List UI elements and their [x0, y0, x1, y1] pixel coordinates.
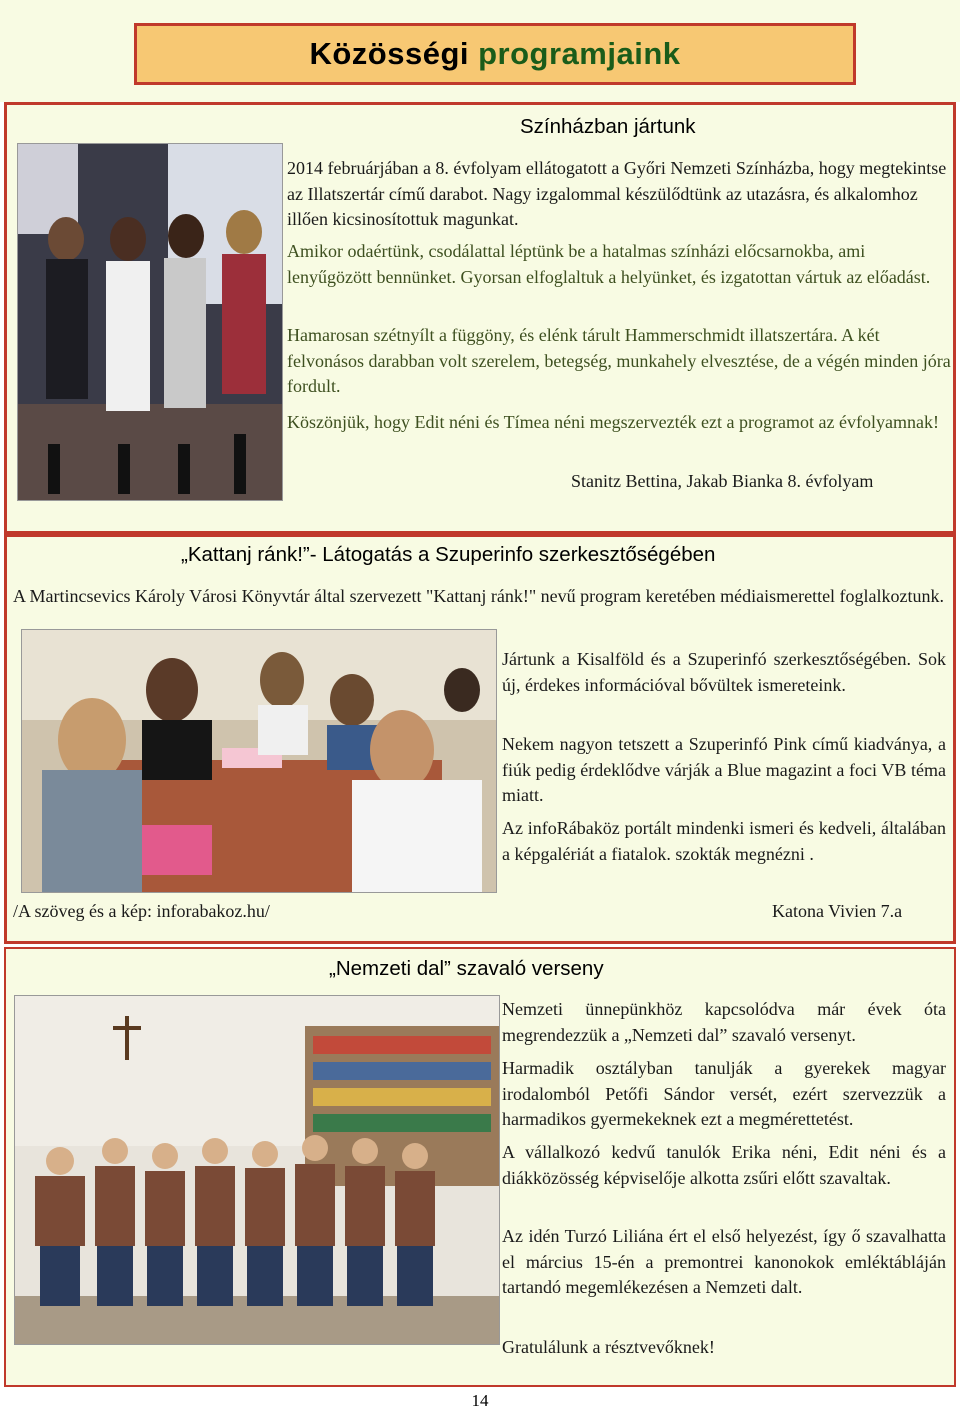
media-visit-intro-text: A Martincsevics Károly Városi Könyvtár által szervezett "Kattanj ránk!" nevű program keretében médiaismerettel foglalkoztunk. [13, 586, 945, 606]
media-visit-photo [21, 629, 497, 893]
poetry-contest-paragraph-2: Harmadik osztályban tanulják a gyerekek magyar irodalomból Petőfi Sándor versét, ezért szervezzük a harmadikos gyermekeknek ezt a megmérettetést. [502, 1058, 946, 1130]
media-visit-author: Katona Vivien 7.a [772, 901, 903, 921]
media-visit-photo-image [22, 630, 496, 892]
page-number: 14 [471, 1391, 489, 1410]
media-visit-intro [13, 584, 949, 610]
theatre-heading: Színházban jártunk [520, 115, 696, 138]
theatre-paragraph-2: Amikor odaértünk, csodálattal léptünk be a hatalmas színházi előcsarnokba, ami lenyűgözött bennünket. Gyorsan elfoglaltuk a helyünket, és izgatottan vártuk az előadást. [287, 241, 931, 287]
poetry-contest-paragraph-1: Nemzeti ünnepünkhöz kapcsolódva már évek óta megrendezzük a „Nemzeti dal” szavaló versenyt. [502, 999, 946, 1045]
theatre-photo [17, 143, 283, 501]
media-visit-paragraph-1: Jártunk a Kisalföld és a Szuperinfó szerkesztőségében. Sok új, érdekes információval bővültek ismereteink. [502, 649, 946, 695]
poetry-contest-heading: „Nemzeti dal” szavaló verseny [329, 957, 604, 980]
page-title-part1: Közösségi [309, 36, 469, 71]
theatre-paragraph-4: Köszönjük, hogy Edit néni és Tímea néni megszervezték ezt a programot az évfolyamnak! [287, 412, 939, 432]
media-visit-paragraph-3: Az infoRábaköz portált mindenki ismeri és kedveli, általában a képgalériát a fiatalok. szokták megnézni . [502, 818, 946, 864]
poetry-contest-paragraph-4: Az idén Turzó Liliána ért el első helyezést, így ő szavalhatta el március 15-én a premontrei kanonokok emléktábláján tartandó megemlékezésen a Nemzeti dalt. [502, 1226, 946, 1298]
media-visit-source: /A szöveg és a kép: inforabakoz.hu/ [13, 901, 270, 921]
page-title [309, 36, 680, 72]
poetry-contest-section [4, 947, 956, 1387]
theatre-section [4, 102, 956, 534]
theatre-photo-image [18, 144, 282, 500]
poetry-contest-photo-image [15, 996, 499, 1344]
media-visit-paragraph-2: Nekem nagyon tetszett a Szuperinfó Pink című kiadványa, a fiúk pedig érdeklődve várják a Blue magazint a foci VB téma miatt. [502, 734, 946, 806]
theatre-paragraph-1: 2014 februárjában a 8. évfolyam ellátogatott a Győri Nemzeti Színházba, hogy megtekintse az Illatszertár című darabot. Nagy izgalommal készülődtünk az utazásra, és alkalomhoz illően kicsinosítottuk magunkat. [287, 158, 947, 230]
page-title-part2: programjaink [478, 36, 681, 71]
media-visit-section [4, 534, 956, 944]
theatre-author: Stanitz Bettina, Jakab Bianka 8. évfolyam [571, 471, 874, 491]
poetry-contest-photo [14, 995, 500, 1345]
poetry-contest-paragraph-3: A vállalkozó kedvű tanulók Erika néni, Edit néni és a diákközösség képviselője alkotta zsűri előtt szavaltak. [502, 1142, 946, 1188]
theatre-paragraph-3: Hamarosan szétnyílt a függöny, és elénk tárult Hammerschmidt illatszertára. A két felvonásos darabban volt szerelem, betegség, munkahely elvesztése, de a végén minden jóra fordult. [287, 325, 951, 397]
page-title-box [134, 23, 856, 85]
media-visit-heading: „Kattanj ránk!”- Látogatás a Szuperinfo szerkesztőségében [181, 543, 716, 566]
poetry-contest-paragraph-5: Gratulálunk a résztvevőknek! [502, 1337, 715, 1357]
